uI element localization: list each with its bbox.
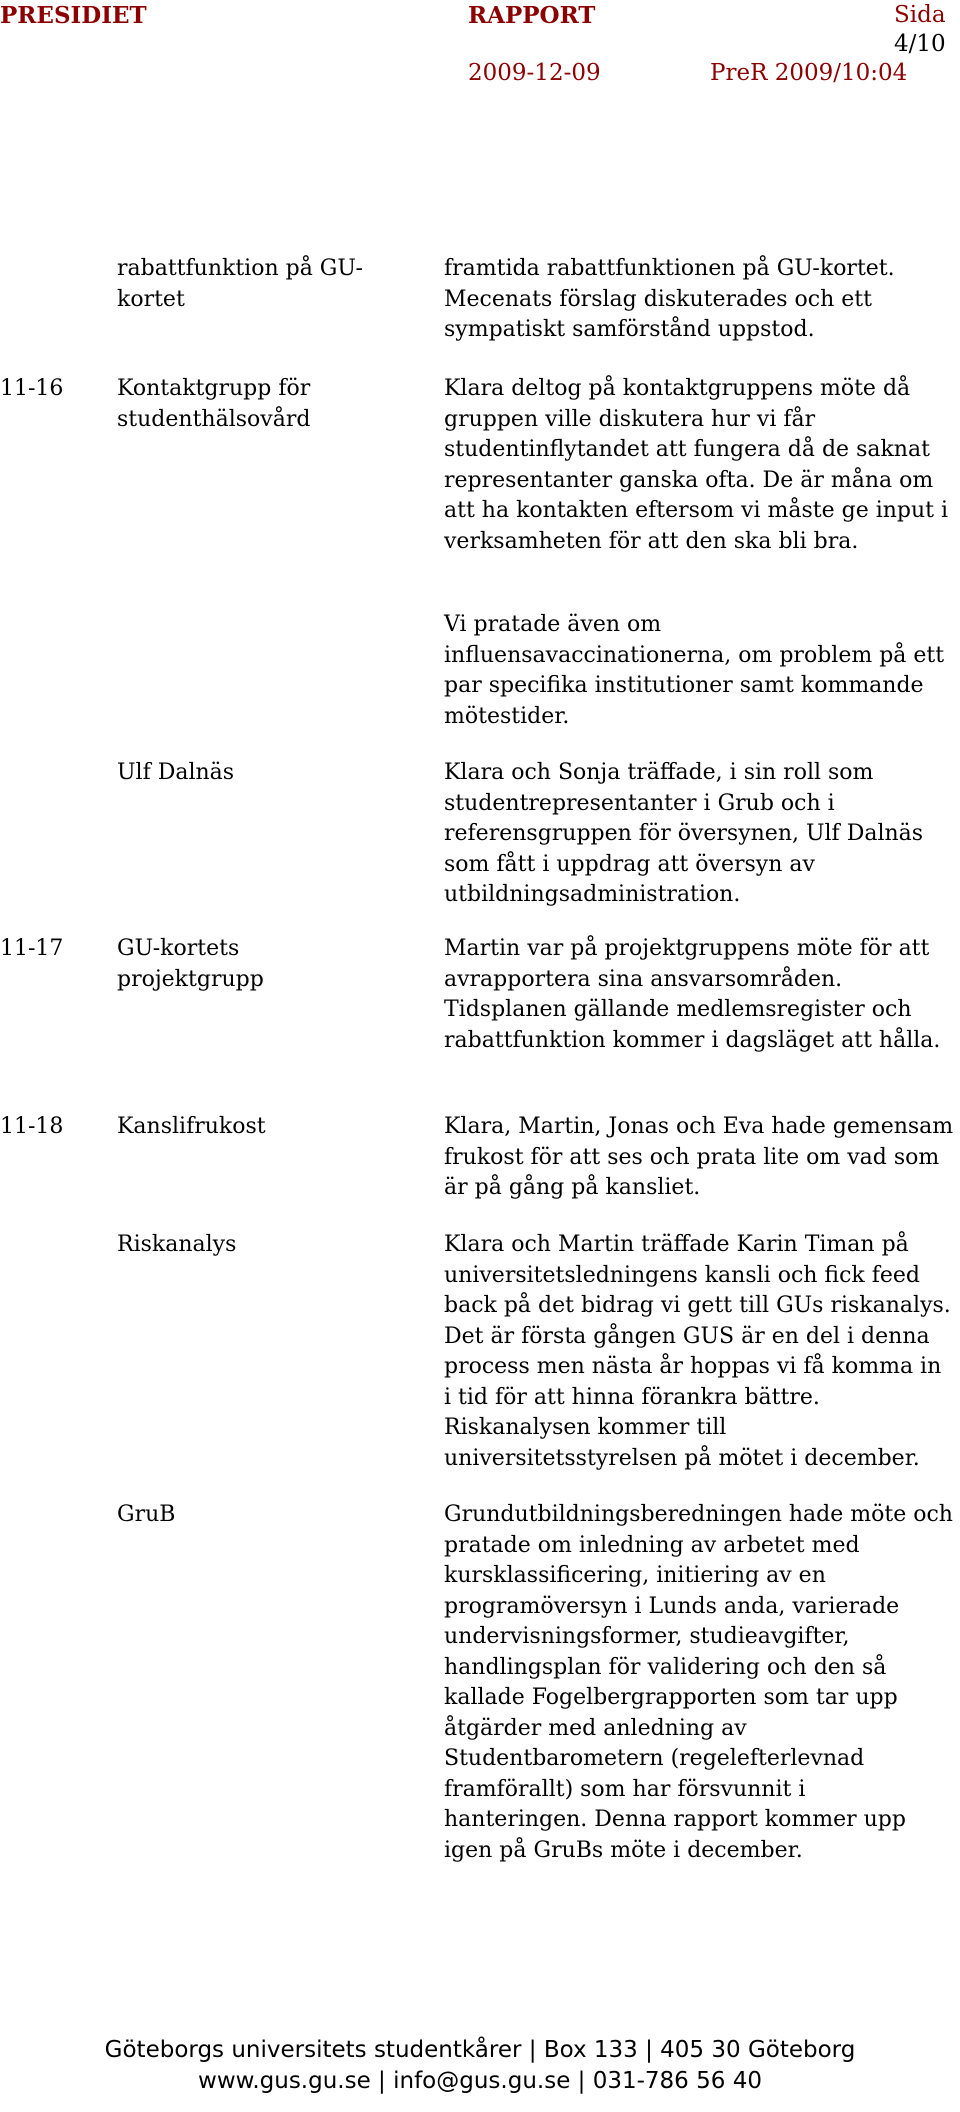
entry-text: Grundutbildningsberedningen hade möte och pratade om inledning av arbetet med kursklassificering, initiering av en programöversyn i Lunds anda, varierade undervisningsformer, studieavgifter, handlingsplan för validering och den så kallade Fogelbergrapporten som tar upp åtgärder med anledning av Studentbarometern (regelefterlevnad framförallt) som har försvunnit i hanteringen. Denna rapport kommer upp igen på GruBs möte i december. [444,1502,953,1863]
entry-text: Klara, Martin, Jonas och Eva hade gemensam frukost för att ses och prata lite om vad som är på gång på kansliet. [444,1114,954,1200]
entry-topic: GruB [117,1502,176,1527]
entry-topic: Ulf Dalnäs [117,760,235,785]
entry-topic: Riskanalys [117,1232,237,1257]
page-number: 4/10 [894,31,946,57]
footer-contact: www.gus.gu.se | info@gus.gu.se | 031-786 56 40 [198,2068,762,2094]
entry-text: Klara och Martin träffade Karin Timan på universitetsledningens kansli och fick feed back på det bidrag vi gett till GUs riskanalys. Det är första gången GUS är en del i denna process men nästa år hoppas vi få komma in i tid för att hinna förankra bättre. Riskanalysen kommer till universitetsstyrelsen på mötet i december. [444,1232,951,1471]
entry-text: Klara deltog på kontaktgruppens möte då gruppen ville diskutera hur vi får studentinflytandet att fungera då de saknat representanter ganska ofta. De är måna om att ha kontakten eftersom vi måste ge input i verksamheten för att den ska bli bra. [444,376,949,554]
report-reference: PreR 2009/10:04 [710,60,908,86]
entry-text: framtida rabattfunktionen på GU-kortet. Mecenats förslag diskuterades och ett sympatiskt samförstånd uppstod. [444,256,895,342]
entry-topic: Kanslifrukost [117,1114,266,1139]
entry-topic: GU-kortets projektgrupp [117,936,264,992]
entry-date: 11-16 [0,376,64,401]
footer-address: Göteborgs universitets studentkårer | Box 133 | 405 30 Göteborg [104,2037,856,2063]
entry-date: 11-17 [0,936,64,961]
org-label: PRESIDIET [0,2,147,29]
page-label: Sida [894,2,946,28]
entry-topic: Kontaktgrupp för studenthälsovård [117,376,311,432]
entry-text: Vi pratade även om influensavaccinationerna, om problem på ett par specifika institutioner samt kommande mötestider. [444,612,945,729]
entry-topic: rabattfunktion på GU-kortet [117,256,363,312]
report-date: 2009-12-09 [468,60,601,86]
doc-type-label: RAPPORT [468,2,596,29]
entry-date: 11-18 [0,1114,64,1139]
entry-text: Martin var på projektgruppens möte för att avrapportera sina ansvarsområden. Tidsplanen gällande medlemsregister och rabattfunktion kommer i dagsläget att hålla. [444,936,941,1053]
entry-text: Klara och Sonja träffade, i sin roll som studentrepresentanter i Grub och i referensgruppen för översynen, Ulf Dalnäs som fått i uppdrag att översyn av utbildningsadministration. [444,760,924,907]
